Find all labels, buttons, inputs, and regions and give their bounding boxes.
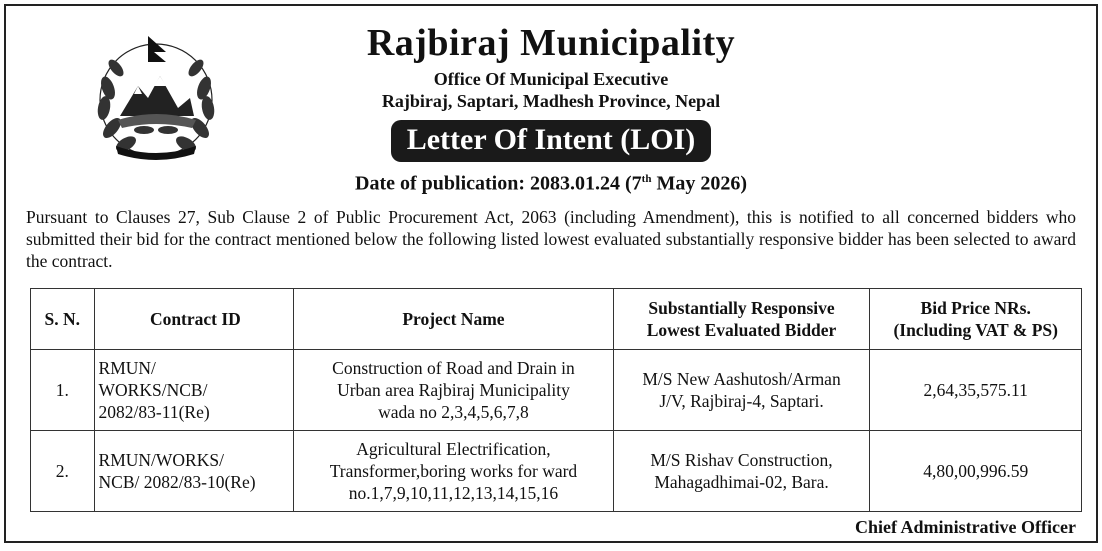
cell-bidder	[613, 431, 870, 512]
project-line: no.1,7,9,10,11,12,13,14,15,16	[348, 483, 559, 503]
loi-badge: Letter Of Intent (LOI)	[391, 120, 712, 162]
date-suffix: May 2026)	[651, 172, 747, 195]
project-line: Urban area Rajbiraj Municipality	[337, 380, 570, 400]
cell-project-name	[294, 350, 613, 431]
date-prefix: Date of publication: 2083.01.24 (7	[355, 172, 642, 195]
header-price-line1: Bid Price NRs.	[920, 298, 1031, 318]
contract-id-line: 2082/83-11(Re)	[98, 402, 210, 422]
office-address: Rajbiraj, Saptari, Madhesh Province, Nepal	[381, 91, 721, 111]
project-line: wada no 2,3,4,5,6,7,8	[378, 402, 529, 422]
contract-id-line: RMUN/	[98, 358, 156, 378]
municipality-title: Rajbiraj Municipality	[366, 22, 736, 64]
header-bidder-line1: Substantially Responsive	[648, 298, 835, 318]
header-bid-price	[870, 289, 1082, 350]
contract-id-line: RMUN/WORKS/	[98, 450, 224, 470]
contract-id-line: NCB/ 2082/83-10(Re)	[98, 472, 256, 492]
cell-sn: 2.	[31, 431, 95, 512]
bidder-line: M/S New Aashutosh/Arman	[642, 369, 841, 389]
publication-date	[6, 167, 1096, 196]
loi-notice	[4, 4, 1098, 543]
project-line: Agricultural Electrification,	[356, 439, 551, 459]
bidder-line: Mahagadhimai-02, Bara.	[654, 472, 829, 492]
header-sn: S. N.	[31, 289, 95, 350]
table-header-row	[31, 289, 1082, 350]
letterhead	[6, 20, 1096, 196]
intro-paragraph: Pursuant to Clauses 27, Sub Clause 2 of Public Procurement Act, 2063 (including Amendment), this is notified to all concerned bidders who submitted their bid for the contract mentioned below the following listed lowest evaluated substantially responsive bidder has been selected to award the contract.	[26, 207, 1076, 271]
header-project-name: Project Name	[294, 289, 613, 350]
date-suffix-sup: th	[641, 173, 652, 185]
cell-contract-id	[94, 350, 294, 431]
table-row	[31, 431, 1082, 512]
signatory: Chief Administrative Officer	[855, 517, 1076, 537]
cell-contract-id	[94, 431, 294, 512]
table-row	[31, 350, 1082, 431]
header-price-line2: (Including VAT & PS)	[893, 320, 1058, 340]
header-bidder	[613, 289, 870, 350]
project-line: Transformer,boring works for ward	[329, 461, 578, 481]
project-line: Construction of Road and Drain in	[332, 358, 575, 378]
cell-bid-price: 2,64,35,575.11	[870, 350, 1082, 431]
cell-project-name	[294, 431, 613, 512]
bidder-line: J/V, Rajbiraj-4, Saptari.	[659, 391, 824, 411]
bidder-line: M/S Rishav Construction,	[650, 450, 833, 470]
header-contract-id: Contract ID	[94, 289, 294, 350]
cell-bid-price: 4,80,00,996.59	[870, 431, 1082, 512]
cell-bidder	[613, 350, 870, 431]
cell-sn: 1.	[31, 350, 95, 431]
header-bidder-line2: Lowest Evaluated Bidder	[646, 320, 837, 340]
contract-id-line: WORKS/NCB/	[98, 380, 208, 400]
office-name: Office Of Municipal Executive	[433, 69, 669, 89]
award-table	[30, 288, 1082, 512]
